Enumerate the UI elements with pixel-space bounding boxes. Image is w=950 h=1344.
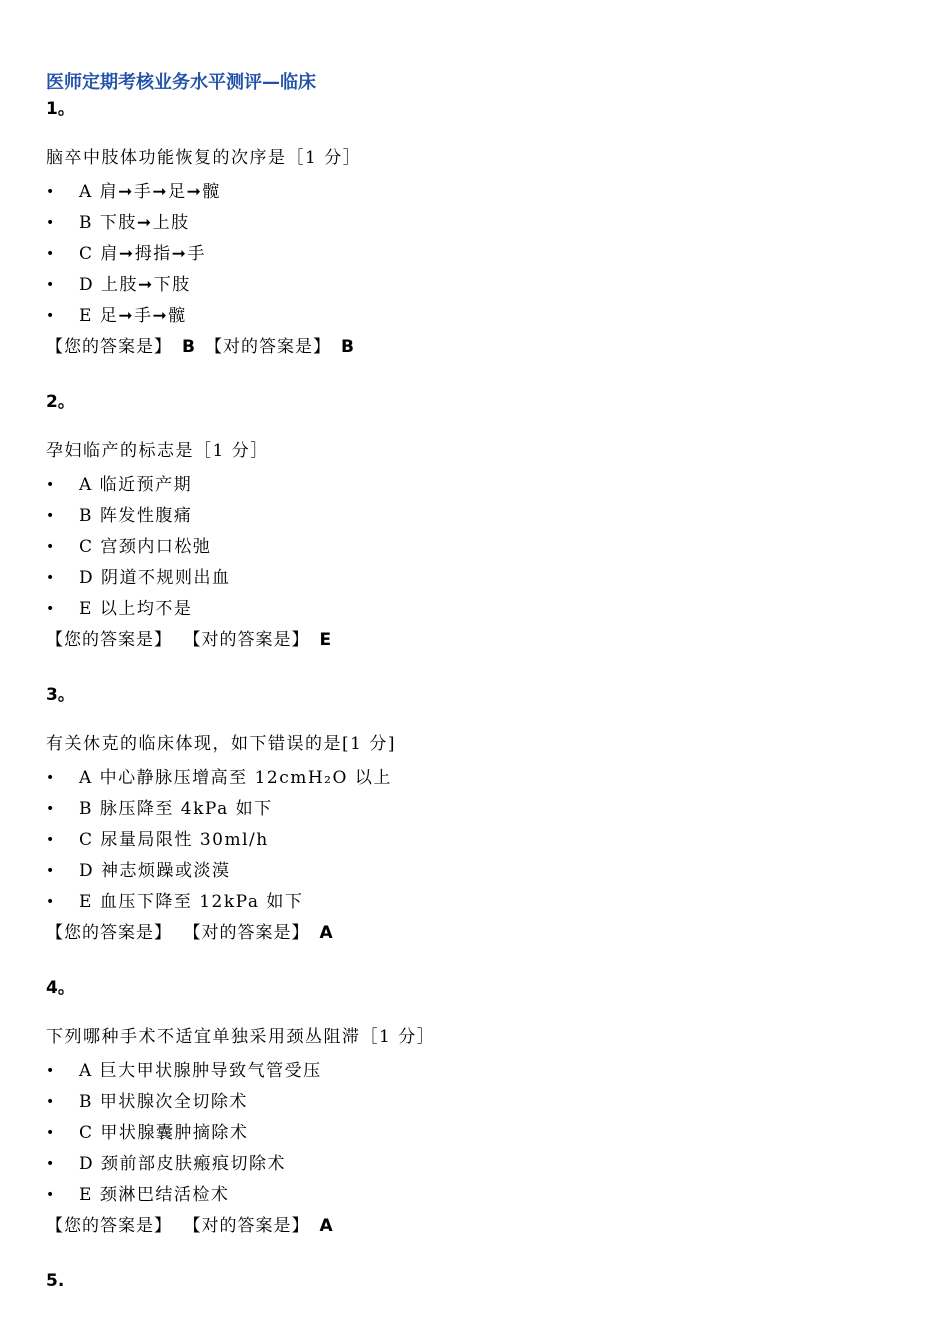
bullet-icon: • bbox=[46, 1063, 55, 1079]
option-text: E 血压下降至 12kPa 如下 bbox=[79, 892, 304, 912]
option-text: E 以上均不是 bbox=[79, 599, 193, 619]
option-text: D 颈前部皮肤瘢痕切除术 bbox=[79, 1154, 287, 1174]
bullet-icon: • bbox=[46, 1187, 55, 1203]
option-text: D 上肢➞下肢 bbox=[79, 275, 191, 295]
option-list bbox=[46, 177, 906, 332]
your-answer-value: B bbox=[182, 337, 195, 357]
correct-answer-label: 【对的答案是】 bbox=[204, 337, 331, 357]
option-item bbox=[46, 501, 906, 532]
bullet-icon: • bbox=[46, 570, 55, 586]
bullet-icon: • bbox=[46, 770, 55, 786]
question-number: 1。 bbox=[46, 99, 75, 119]
option-list bbox=[46, 763, 906, 918]
option-list bbox=[46, 1056, 906, 1211]
bullet-icon: • bbox=[46, 801, 55, 817]
correct-answer-value: B bbox=[340, 337, 354, 357]
option-item bbox=[46, 1118, 906, 1149]
question-1 bbox=[46, 96, 906, 389]
question-number: 5. bbox=[46, 1271, 65, 1291]
document-page bbox=[46, 70, 906, 1294]
bullet-icon: • bbox=[46, 1094, 55, 1110]
your-answer-label: 【您的答案是】 bbox=[46, 630, 172, 650]
option-text: A 中心静脉压增高至 12cmH₂O 以上 bbox=[79, 768, 392, 788]
option-text: C 甲状腺囊肿摘除术 bbox=[79, 1123, 249, 1143]
option-item bbox=[46, 301, 906, 332]
correct-answer-label: 【对的答案是】 bbox=[192, 1216, 310, 1236]
option-text: A 临近预产期 bbox=[79, 475, 193, 495]
option-item bbox=[46, 856, 906, 887]
question-stem: 有关休克的临床体现，如下错误的是[1 分] bbox=[46, 734, 396, 754]
option-text: E 颈淋巴结活检术 bbox=[79, 1185, 230, 1205]
question-4 bbox=[46, 975, 906, 1268]
bullet-icon: • bbox=[46, 184, 55, 200]
answer-line bbox=[46, 918, 906, 949]
option-item bbox=[46, 594, 906, 625]
option-text: B 甲状腺次全切除术 bbox=[79, 1092, 248, 1112]
bullet-icon: • bbox=[46, 215, 55, 231]
question-stem: 孕妇临产的标志是［1 分］ bbox=[46, 441, 269, 461]
option-text: A 巨大甲状腺肿导致气管受压 bbox=[79, 1061, 322, 1081]
option-item bbox=[46, 794, 906, 825]
bullet-icon: • bbox=[46, 832, 55, 848]
option-text: B 脉压降至 4kPa 如下 bbox=[79, 799, 273, 819]
correct-answer-label: 【对的答案是】 bbox=[192, 630, 310, 650]
question-2 bbox=[46, 389, 906, 682]
question-stem: 下列哪种手术不适宜单独采用颈丛阻滞［1 分］ bbox=[46, 1027, 436, 1047]
option-item bbox=[46, 470, 906, 501]
question-5 bbox=[46, 1268, 906, 1294]
document-title: 医师定期考核业务水平测评—临床 bbox=[46, 72, 316, 93]
bullet-icon: • bbox=[46, 308, 55, 324]
option-item bbox=[46, 825, 906, 856]
option-item bbox=[46, 270, 906, 301]
answer-line bbox=[46, 332, 906, 363]
your-answer-label: 【您的答案是】 bbox=[46, 1216, 172, 1236]
bullet-icon: • bbox=[46, 539, 55, 555]
option-text: C 尿量局限性 30ml/h bbox=[79, 830, 269, 850]
option-item bbox=[46, 1087, 906, 1118]
correct-answer-value: E bbox=[319, 630, 332, 650]
correct-answer-value: A bbox=[319, 1216, 333, 1236]
option-item bbox=[46, 208, 906, 239]
option-item bbox=[46, 177, 906, 208]
option-text: C 宫颈内口松弛 bbox=[79, 537, 212, 557]
option-text: B 下肢➞上肢 bbox=[79, 213, 190, 233]
question-number: 4。 bbox=[46, 978, 75, 998]
correct-answer-value: A bbox=[319, 923, 333, 943]
option-item bbox=[46, 887, 906, 918]
option-text: E 足➞手➞髋 bbox=[79, 306, 187, 326]
question-list bbox=[46, 96, 906, 1294]
option-list bbox=[46, 470, 906, 625]
your-answer-label: 【您的答案是】 bbox=[46, 337, 172, 357]
option-item bbox=[46, 1180, 906, 1211]
bullet-icon: • bbox=[46, 508, 55, 524]
option-text: B 阵发性腹痛 bbox=[79, 506, 193, 526]
option-text: D 神志烦躁或淡漠 bbox=[79, 861, 231, 881]
bullet-icon: • bbox=[46, 1156, 55, 1172]
bullet-icon: • bbox=[46, 601, 55, 617]
option-item bbox=[46, 532, 906, 563]
option-text: A 肩➞手➞足➞髋 bbox=[79, 182, 221, 202]
bullet-icon: • bbox=[46, 1125, 55, 1141]
bullet-icon: • bbox=[46, 477, 55, 493]
option-item bbox=[46, 763, 906, 794]
question-number: 3。 bbox=[46, 685, 75, 705]
bullet-icon: • bbox=[46, 894, 55, 910]
your-answer-label: 【您的答案是】 bbox=[46, 923, 172, 943]
answer-line bbox=[46, 1211, 906, 1242]
bullet-icon: • bbox=[46, 863, 55, 879]
option-item bbox=[46, 1056, 906, 1087]
option-text: D 阴道不规则出血 bbox=[79, 568, 231, 588]
option-item bbox=[46, 563, 906, 594]
option-item bbox=[46, 239, 906, 270]
bullet-icon: • bbox=[46, 277, 55, 293]
answer-line bbox=[46, 625, 906, 656]
bullet-icon: • bbox=[46, 246, 55, 262]
option-text: C 肩➞拇指➞手 bbox=[79, 244, 206, 264]
option-item bbox=[46, 1149, 906, 1180]
question-stem: 脑卒中肢体功能恢复的次序是［1 分］ bbox=[46, 148, 362, 168]
correct-answer-label: 【对的答案是】 bbox=[192, 923, 310, 943]
question-3 bbox=[46, 682, 906, 975]
question-number: 2。 bbox=[46, 392, 75, 412]
